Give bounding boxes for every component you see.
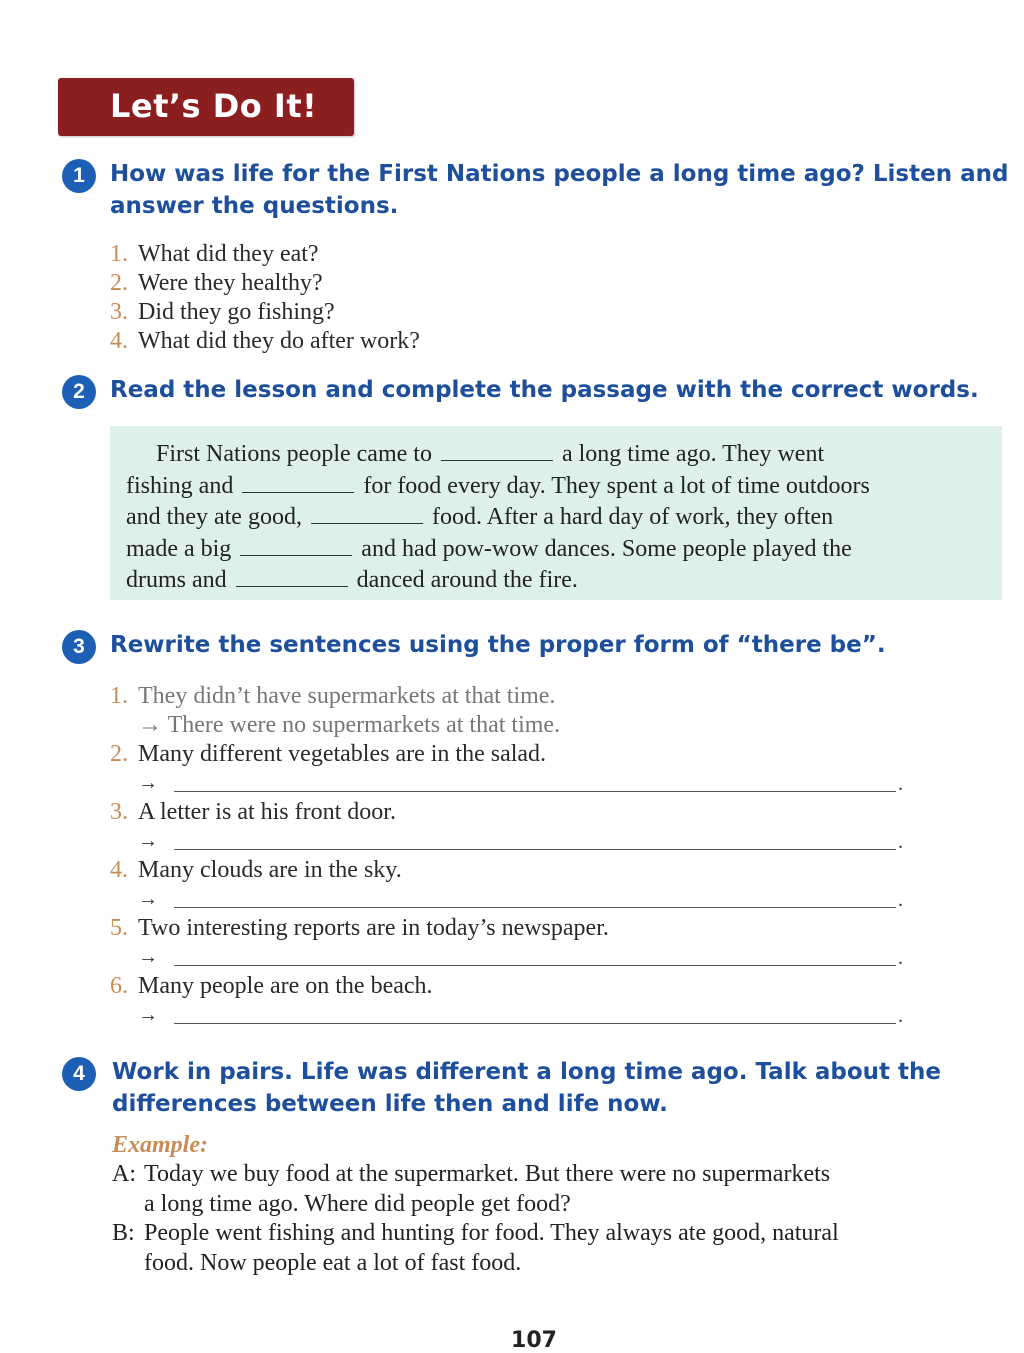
answer-row	[110, 769, 910, 798]
dialog-line	[112, 1160, 992, 1190]
dialog-line: a long time ago. Where did people get food?	[144, 1190, 571, 1217]
rewrite-sentence	[110, 740, 910, 769]
example-label: Example:	[112, 1132, 208, 1158]
passage-box	[110, 426, 1002, 600]
answer-line[interactable]	[174, 965, 896, 966]
question-number: 1.	[110, 241, 128, 267]
section-title: Let’s Do It!	[110, 87, 318, 125]
rewrite-item	[110, 798, 910, 856]
period-mark: .	[898, 773, 903, 795]
period-mark: .	[898, 831, 903, 853]
arrow-icon: →	[138, 772, 158, 794]
exercise-2-instruction: Read the lesson and complete the passage with the correct words.	[110, 377, 979, 403]
section-banner	[58, 78, 354, 136]
passage-line	[126, 438, 986, 470]
period-mark: .	[898, 1005, 903, 1027]
item-text: Two interesting reports are in today’s newspaper.	[138, 915, 609, 941]
question-item	[110, 298, 970, 327]
passage-text-segment: made a big	[126, 535, 232, 562]
rewrite-item	[110, 740, 910, 798]
answer-line[interactable]	[174, 1023, 896, 1024]
passage-line	[126, 564, 986, 596]
rewrite-model	[110, 682, 910, 740]
passage-line	[126, 501, 986, 533]
passage-text-segment: and they ate good,	[126, 504, 302, 530]
answer-row	[110, 827, 910, 856]
question-item	[110, 327, 970, 356]
exercise-3-badge: 3	[62, 630, 96, 664]
item-number: 3.	[110, 799, 128, 825]
exercise-2-badge: 2	[62, 375, 96, 409]
passage-text-segment: danced around the fire.	[356, 567, 578, 593]
dialog-text: Today we buy food at the supermarket. But there were no supermarkets	[144, 1161, 831, 1187]
model-answer: → There were no supermarkets at that time.	[138, 712, 561, 738]
instruction-line: differences between life then and life now.	[112, 1091, 668, 1117]
rewrite-sentence	[110, 798, 910, 827]
exercise-1-questions	[110, 240, 970, 356]
model-sentence	[110, 682, 910, 711]
answer-line[interactable]	[174, 907, 896, 908]
passage-text-segment: for food every day. They spent a lot of time outdoors	[363, 472, 870, 499]
exercise-1-badge: 1	[62, 159, 96, 193]
passage-text-segment: a long time ago. They went	[561, 441, 825, 467]
item-number: 1.	[110, 683, 128, 709]
fill-blank[interactable]	[311, 501, 423, 524]
item-text: Many different vegetables are in the salad.	[138, 741, 547, 767]
item-number: 6.	[110, 973, 128, 999]
exercise-3-instruction: Rewrite the sentences using the proper form of “there be”.	[110, 632, 886, 658]
speaker-label: B:	[112, 1220, 135, 1246]
passage-text	[126, 438, 986, 596]
question-number: 3.	[110, 299, 128, 325]
rewrite-item	[110, 972, 910, 1030]
exercise-4-badge: 4	[62, 1057, 96, 1091]
question-number: 4.	[110, 328, 128, 354]
question-text: What did they do after work?	[138, 328, 420, 354]
question-item	[110, 240, 970, 269]
fill-blank[interactable]	[240, 533, 352, 556]
item-text: Many people are on the beach.	[138, 973, 433, 999]
answer-row	[110, 885, 910, 914]
item-text: A letter is at his front door.	[138, 799, 396, 825]
passage-line	[126, 470, 986, 502]
instruction-line: answer the questions.	[110, 193, 399, 219]
passage-text-segment: and had pow-wow dances. Some people played the	[361, 535, 852, 562]
exercise-4-instruction	[112, 1056, 1012, 1120]
period-mark: .	[898, 889, 903, 911]
dialog-b	[112, 1219, 992, 1278]
arrow-icon: →	[138, 888, 158, 910]
passage-text-segment: fishing and	[126, 472, 234, 499]
dialog-line	[112, 1219, 992, 1249]
question-number: 2.	[110, 270, 128, 296]
answer-line[interactable]	[174, 849, 896, 850]
arrow-icon: →	[138, 1004, 158, 1026]
item-text: Many clouds are in the sky.	[138, 857, 402, 883]
dialog-a	[112, 1160, 992, 1219]
period-mark: .	[898, 947, 903, 969]
dialog-line: food. Now people eat a lot of fast food.	[144, 1249, 522, 1276]
instruction-line: How was life for the First Nations people a long time ago? Listen and	[110, 161, 1009, 187]
fill-blank[interactable]	[242, 470, 354, 493]
fill-blank[interactable]	[441, 438, 553, 461]
exercise-1-instruction	[110, 158, 1010, 222]
item-number: 5.	[110, 915, 128, 941]
page-number: 107	[511, 1328, 557, 1353]
passage-text-segment: food. After a hard day of work, they often	[431, 504, 834, 530]
rewrite-item	[110, 856, 910, 914]
passage-line	[126, 533, 986, 565]
answer-row	[110, 1001, 910, 1030]
passage-text-segment: First Nations people came to	[156, 441, 432, 467]
question-text: Were they healthy?	[138, 270, 323, 296]
rewrite-sentence	[110, 856, 910, 885]
answer-line[interactable]	[174, 791, 896, 792]
question-text: What did they eat?	[138, 241, 319, 267]
answer-row	[110, 943, 910, 972]
arrow-icon: →	[138, 946, 158, 968]
fill-blank[interactable]	[236, 564, 348, 587]
item-number: 2.	[110, 741, 128, 767]
passage-text-segment: drums and	[126, 567, 227, 593]
dialog-text: People went fishing and hunting for food. They always ate good, natural	[144, 1220, 839, 1246]
instruction-line: Work in pairs. Life was different a long time ago. Talk about the	[112, 1059, 942, 1085]
rewrite-sentence	[110, 914, 910, 943]
speaker-label: A:	[112, 1161, 136, 1187]
rewrite-sentence	[110, 972, 910, 1001]
arrow-icon: →	[138, 830, 158, 852]
question-item	[110, 269, 970, 298]
item-text: They didn’t have supermarkets at that time.	[138, 683, 556, 709]
item-number: 4.	[110, 857, 128, 883]
question-text: Did they go fishing?	[138, 299, 335, 325]
rewrite-item	[110, 914, 910, 972]
